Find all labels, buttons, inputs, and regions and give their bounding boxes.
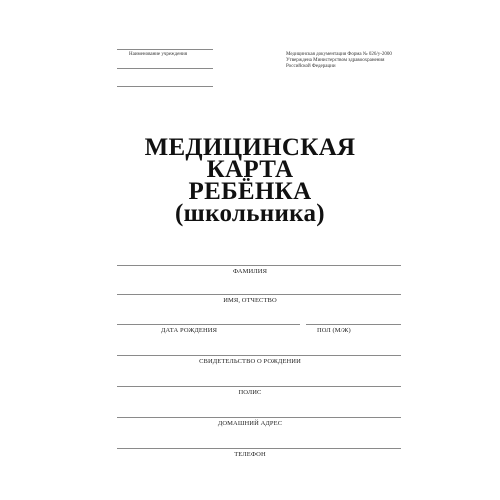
sex-caption: ПОЛ (М/Ж) (317, 327, 351, 334)
policy-line (117, 386, 401, 387)
document-title (0, 134, 500, 227)
home-address-caption: ДОМАШНИЙ АДРЕС (217, 420, 283, 427)
address-line (117, 417, 401, 418)
phone-line (117, 448, 401, 449)
birth-date-caption: ДАТА РОЖДЕНИЯ (161, 327, 218, 334)
birth-certificate-caption: СВИДЕТЕЛЬСТВО О РОЖДЕНИИ (199, 358, 301, 365)
form-info-line-2: Утверждена Министерством здравоохранения (286, 58, 385, 63)
title-line-1: МЕДИЦИНСКАЯ (144, 134, 356, 161)
title-line-2: КАРТА (206, 156, 294, 183)
form-info-line-3: Российской Федерации (286, 64, 336, 69)
policy-caption: ПОЛИС (238, 389, 262, 396)
birth-certificate-line (117, 355, 401, 356)
surname-caption: ФАМИЛИЯ (232, 268, 268, 275)
institution-top-line (117, 49, 213, 50)
birth-date-line (117, 324, 300, 325)
title-line-4: (школьника) (175, 200, 325, 227)
name-patronymic-caption: ИМЯ, ОТЧЕСТВО (223, 297, 277, 304)
institution-line-1 (117, 68, 213, 69)
title-line-3: РЕБЁНКА (188, 178, 312, 205)
form-info-line-1: Медицинская документация Форма № 026/у-2000 (286, 52, 392, 57)
institution-line-2 (117, 86, 213, 87)
institution-label: Наименование учреждения (129, 52, 188, 57)
phone-caption: ТЕЛЕФОН (234, 451, 266, 458)
surname-line (117, 265, 401, 266)
name-line (117, 294, 401, 295)
sex-line (306, 324, 401, 325)
